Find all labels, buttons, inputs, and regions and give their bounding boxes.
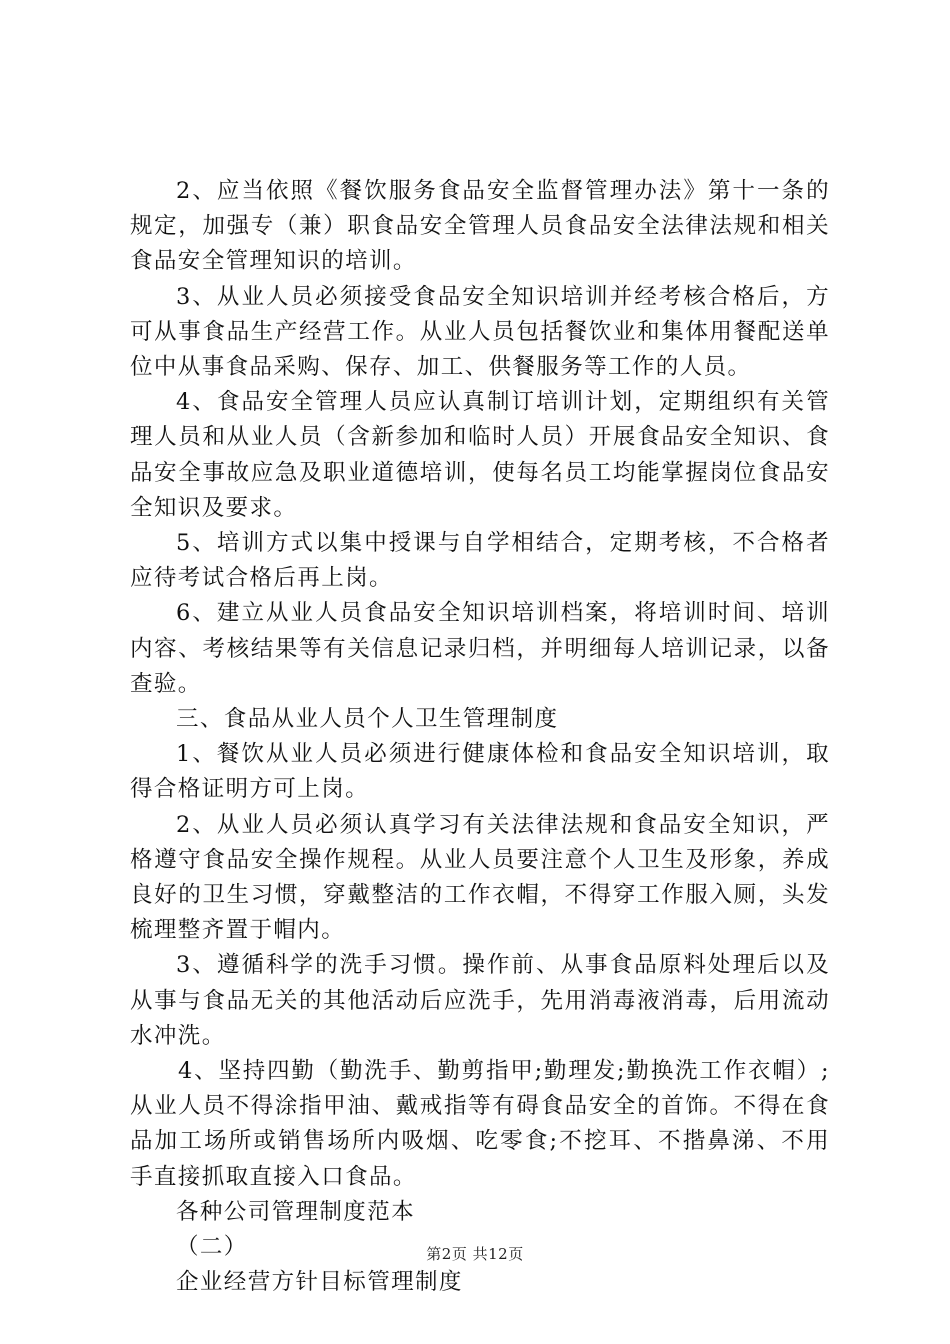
paragraph-hygiene-item-4: 4、坚持四勤（勤洗手、勤剪指甲;勤理发;勤换洗工作衣帽）;从业人员不得涂指甲油、戴戒指等有碍食品安全的首饰。不得在食品加工场所或销售场所内吸烟、吃零食;不挖耳、不揩鼻涕、不用手直接抓取直接入口食品。 <box>130 1058 830 1190</box>
paragraph-item-2-staff-training: 2、应当依照《餐饮服务食品安全监督管理办法》第十一条的规定，加强专（兼）职食品安全管理人员食品安全法律法规和相关食品安全管理知识的培训。 <box>130 178 830 275</box>
section-title-business-objectives: 企业经营方针目标管理制度 <box>176 1269 463 1296</box>
paragraph-item-3-training-required: 3、从业人员必须接受食品安全知识培训并经考核合格后，方可从事食品生产经营工作。从业人员包括餐饮业和集体用餐配送单位中从事食品采购、保存、加工、供餐服务等工作的人员。 <box>130 283 830 381</box>
page-footer: 第2页 共12页 <box>426 1245 524 1263</box>
document-body <box>130 174 830 1301</box>
paragraph-item-6-training-records: 6、建立从业人员食品安全知识培训档案，将培训时间、培训内容、考核结果等有关信息记录归档，并明细每人培训记录，以备查验。 <box>130 600 830 697</box>
section-heading-personal-hygiene: 三、食品从业人员个人卫生管理制度 <box>176 706 559 733</box>
paragraph-hygiene-item-3: 3、遵循科学的洗手习惯。操作前、从事食品原料处理后以及从事与食品无关的其他活动后应洗手，先用消毒液消毒，后用流动水冲洗。 <box>130 952 830 1049</box>
section-number-two: （二） <box>176 1234 248 1261</box>
paragraph-item-4-training-plan: 4、食品安全管理人员应认真制订培训计划，定期组织有关管理人员和从业人员（含新参加和临时人员）开展食品安全知识、食品安全事故应急及职业道德培训，使每名员工均能掌握岗位食品安全知识及要求。 <box>130 389 830 521</box>
section-title-policy-templates: 各种公司管理制度范本 <box>176 1198 416 1225</box>
paragraph-item-5-training-method: 5、培训方式以集中授课与自学相结合，定期考核，不合格者应待考试合格后再上岗。 <box>130 530 830 592</box>
paragraph-hygiene-item-2: 2、从业人员必须认真学习有关法律法规和食品安全知识，严格遵守食品安全操作规程。从业人员要注意个人卫生及形象，养成良好的卫生习惯，穿戴整洁的工作衣帽，不得穿工作服入厕，头发梳理整齐置于帽内。 <box>130 811 830 944</box>
paragraph-hygiene-item-1: 1、餐饮从业人员必须进行健康体检和食品安全知识培训，取得合格证明方可上岗。 <box>130 741 830 803</box>
